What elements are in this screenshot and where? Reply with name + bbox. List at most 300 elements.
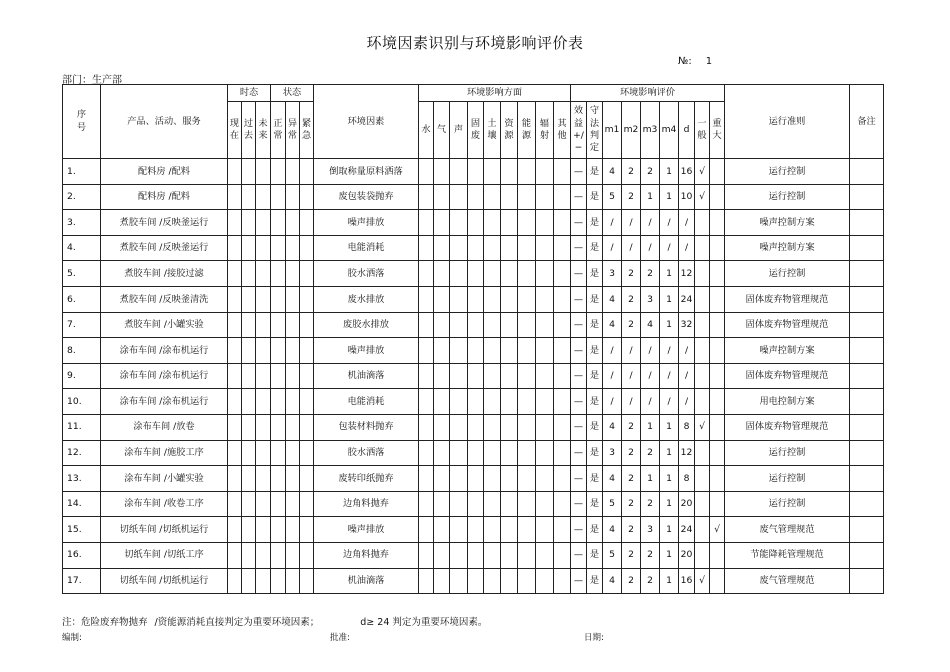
row-tense-state-cell: [256, 440, 271, 466]
row-benefit: —: [571, 210, 587, 236]
row-m2: 2: [622, 261, 641, 287]
row-m2: 2: [622, 312, 641, 338]
header-tense-now: 现在: [228, 102, 242, 159]
row-impact-cell: [484, 286, 501, 312]
row-general: [695, 312, 710, 338]
row-benefit: —: [571, 517, 587, 543]
row-number: 16.: [63, 542, 101, 568]
row-impact-cell: [501, 491, 518, 517]
row-impact-cell: [484, 466, 501, 492]
row-general: [695, 338, 710, 364]
row-m1: 5: [603, 542, 622, 568]
row-tense-state-cell: [242, 159, 256, 185]
row-m4: 1: [660, 286, 679, 312]
row-impact-cell: [434, 517, 450, 543]
table-row: [63, 363, 884, 389]
row-tense-state-cell: [242, 338, 256, 364]
row-impact-cell: [468, 159, 484, 185]
row-impact-cell: [434, 414, 450, 440]
row-tense-state-cell: [286, 414, 300, 440]
row-tense-state-cell: [271, 542, 286, 568]
row-tense-state-cell: [271, 466, 286, 492]
row-impact-cell: [419, 235, 434, 261]
row-tense-state-cell: [271, 261, 286, 287]
row-tense-state-cell: [228, 338, 242, 364]
row-impact-cell: [419, 414, 434, 440]
row-product: 切纸车间 /切纸机运行: [101, 568, 228, 594]
row-m3: /: [641, 338, 660, 364]
row-d: 16: [679, 159, 695, 185]
row-impact-cell: [554, 286, 571, 312]
row-m3: 2: [641, 159, 660, 185]
row-impact-cell: [450, 312, 468, 338]
row-impact-cell: [434, 286, 450, 312]
row-impact-cell: [554, 184, 571, 210]
table-row: [63, 414, 884, 440]
row-impact-cell: [434, 568, 450, 594]
row-impact-cell: [518, 440, 536, 466]
row-major: [710, 491, 725, 517]
row-impact-cell: [419, 389, 434, 415]
row-remark: [850, 491, 884, 517]
row-product: 煮胶车间 /反映釜运行: [101, 210, 228, 236]
row-impact-cell: [419, 210, 434, 236]
row-impact-cell: [419, 312, 434, 338]
row-d: 16: [679, 568, 695, 594]
row-impact-cell: [518, 261, 536, 287]
row-tense-state-cell: [286, 159, 300, 185]
row-m4: 1: [660, 312, 679, 338]
row-tense-state-cell: [242, 542, 256, 568]
row-tense-state-cell: [228, 286, 242, 312]
row-impact-cell: [518, 491, 536, 517]
row-benefit: —: [571, 440, 587, 466]
row-impact-cell: [450, 210, 468, 236]
row-impact-cell: [518, 210, 536, 236]
row-criteria: 运行控制: [725, 261, 850, 287]
row-m2: /: [622, 363, 641, 389]
row-impact-cell: [484, 542, 501, 568]
row-tense-state-cell: [286, 235, 300, 261]
row-tense-state-cell: [300, 235, 314, 261]
row-impact-cell: [536, 517, 554, 543]
row-legal: 是: [587, 440, 603, 466]
row-impact-cell: [450, 517, 468, 543]
row-impact-cell: [450, 389, 468, 415]
row-impact-cell: [501, 466, 518, 492]
row-m3: 2: [641, 542, 660, 568]
row-tense-state-cell: [228, 440, 242, 466]
header-legal: 守法判定: [587, 102, 603, 159]
row-legal: 是: [587, 414, 603, 440]
row-m2: 2: [622, 542, 641, 568]
row-m1: /: [603, 210, 622, 236]
row-impact-cell: [554, 517, 571, 543]
row-legal: 是: [587, 517, 603, 543]
row-number: 6.: [63, 286, 101, 312]
row-tense-state-cell: [300, 414, 314, 440]
row-benefit: —: [571, 542, 587, 568]
row-tense-state-cell: [242, 363, 256, 389]
row-impact-cell: [468, 414, 484, 440]
row-impact-cell: [501, 312, 518, 338]
row-tense-state-cell: [300, 440, 314, 466]
row-impact-cell: [450, 414, 468, 440]
row-m1: /: [603, 363, 622, 389]
row-m1: /: [603, 235, 622, 261]
header-tense-group: 时态: [228, 85, 271, 102]
footer-editor: 编制:: [62, 633, 82, 643]
row-impact-cell: [501, 261, 518, 287]
row-remark: [850, 466, 884, 492]
row-impact-cell: [434, 389, 450, 415]
row-impact-cell: [536, 286, 554, 312]
row-tense-state-cell: [242, 389, 256, 415]
row-general: [695, 517, 710, 543]
row-impact-cell: [484, 389, 501, 415]
row-criteria: 噪声控制方案: [725, 210, 850, 236]
row-impact-cell: [518, 338, 536, 364]
header-remark: 备注: [850, 85, 884, 159]
table-row: [63, 440, 884, 466]
row-m1: 4: [603, 414, 622, 440]
footnote-prefix: 注：危险废弃物抛弃: [62, 617, 148, 628]
row-criteria: 用电控制方案: [725, 389, 850, 415]
row-remark: [850, 568, 884, 594]
row-tense-state-cell: [228, 414, 242, 440]
header-d: d: [679, 102, 695, 159]
row-d: /: [679, 235, 695, 261]
row-tense-state-cell: [256, 568, 271, 594]
row-criteria: 运行控制: [725, 491, 850, 517]
row-impact-cell: [536, 338, 554, 364]
row-m3: 1: [641, 414, 660, 440]
row-benefit: —: [571, 235, 587, 261]
row-m1: 3: [603, 261, 622, 287]
row-m4: 1: [660, 440, 679, 466]
row-m4: /: [660, 389, 679, 415]
row-m4: /: [660, 235, 679, 261]
row-benefit: —: [571, 568, 587, 594]
row-tense-state-cell: [271, 235, 286, 261]
row-factor: 噪声排放: [314, 210, 419, 236]
row-tense-state-cell: [300, 466, 314, 492]
row-product: 配料房 /配料: [101, 184, 228, 210]
row-tense-state-cell: [256, 210, 271, 236]
row-m1: 3: [603, 440, 622, 466]
row-tense-state-cell: [271, 286, 286, 312]
row-m3: 4: [641, 312, 660, 338]
row-major: [710, 568, 725, 594]
row-impact-cell: [450, 491, 468, 517]
row-general: [695, 466, 710, 492]
row-impact-cell: [501, 542, 518, 568]
row-impact-cell: [501, 159, 518, 185]
row-tense-state-cell: [256, 261, 271, 287]
row-impact-cell: [554, 466, 571, 492]
row-impact-cell: [468, 389, 484, 415]
row-number: 8.: [63, 338, 101, 364]
row-tense-state-cell: [256, 338, 271, 364]
row-impact-cell: [536, 389, 554, 415]
row-general: [695, 210, 710, 236]
row-tense-state-cell: [256, 286, 271, 312]
row-criteria: 噪声控制方案: [725, 338, 850, 364]
row-m3: 2: [641, 568, 660, 594]
row-impact-cell: [501, 235, 518, 261]
row-impact-cell: [518, 312, 536, 338]
row-legal: 是: [587, 286, 603, 312]
row-tense-state-cell: [242, 261, 256, 287]
row-tense-state-cell: [271, 414, 286, 440]
row-m4: 1: [660, 414, 679, 440]
row-product: 煮胶车间 /反映釜运行: [101, 235, 228, 261]
row-number: 14.: [63, 491, 101, 517]
row-tense-state-cell: [286, 363, 300, 389]
row-impact-cell: [419, 568, 434, 594]
row-number: 17.: [63, 568, 101, 594]
row-tense-state-cell: [300, 338, 314, 364]
row-remark: [850, 235, 884, 261]
row-d: 8: [679, 466, 695, 492]
row-m4: 1: [660, 184, 679, 210]
row-tense-state-cell: [228, 261, 242, 287]
row-tense-state-cell: [242, 210, 256, 236]
row-number: 15.: [63, 517, 101, 543]
row-number: 10.: [63, 389, 101, 415]
row-impact-cell: [419, 491, 434, 517]
row-impact-cell: [554, 542, 571, 568]
table-row: [63, 184, 884, 210]
row-tense-state-cell: [256, 414, 271, 440]
row-major: [710, 184, 725, 210]
row-product: 配料房 /配料: [101, 159, 228, 185]
row-m3: 3: [641, 286, 660, 312]
row-m1: 4: [603, 312, 622, 338]
row-tense-state-cell: [228, 542, 242, 568]
evaluation-table: [62, 84, 884, 594]
row-m3: 2: [641, 440, 660, 466]
row-tense-state-cell: [286, 312, 300, 338]
table-row: [63, 389, 884, 415]
row-criteria: 固体废弃物管理规范: [725, 286, 850, 312]
row-tense-state-cell: [286, 286, 300, 312]
row-remark: [850, 542, 884, 568]
row-remark: [850, 389, 884, 415]
row-impact-cell: [468, 363, 484, 389]
row-impact-cell: [518, 389, 536, 415]
row-m2: /: [622, 338, 641, 364]
row-m1: 4: [603, 568, 622, 594]
row-general: [695, 235, 710, 261]
header-impact-energy: 能源: [518, 102, 536, 159]
row-m2: 2: [622, 568, 641, 594]
row-product: 涂布车间 /涂布机运行: [101, 389, 228, 415]
row-benefit: —: [571, 491, 587, 517]
row-criteria: 运行控制: [725, 159, 850, 185]
row-d: 10: [679, 184, 695, 210]
row-impact-cell: [434, 312, 450, 338]
header-tense-past: 过去: [242, 102, 256, 159]
header-impact-other: 其他: [554, 102, 571, 159]
row-legal: 是: [587, 338, 603, 364]
row-impact-cell: [554, 312, 571, 338]
row-remark: [850, 440, 884, 466]
row-impact-cell: [536, 491, 554, 517]
row-number: 12.: [63, 440, 101, 466]
row-tense-state-cell: [242, 414, 256, 440]
row-m1: 4: [603, 159, 622, 185]
header-state-emergency: 紧急: [300, 102, 314, 159]
row-product: 煮胶车间 /接胶过滤: [101, 261, 228, 287]
row-major: [710, 235, 725, 261]
row-tense-state-cell: [242, 312, 256, 338]
row-legal: 是: [587, 235, 603, 261]
row-m4: 1: [660, 466, 679, 492]
row-impact-cell: [434, 210, 450, 236]
row-general: √: [695, 568, 710, 594]
row-tense-state-cell: [300, 491, 314, 517]
row-impact-cell: [468, 184, 484, 210]
row-impact-cell: [450, 261, 468, 287]
row-impact-cell: [434, 542, 450, 568]
row-impact-cell: [450, 542, 468, 568]
row-tense-state-cell: [286, 389, 300, 415]
row-impact-cell: [518, 542, 536, 568]
row-m1: /: [603, 338, 622, 364]
row-legal: 是: [587, 389, 603, 415]
row-impact-cell: [554, 389, 571, 415]
row-d: 12: [679, 440, 695, 466]
row-impact-cell: [554, 491, 571, 517]
row-criteria: 固体废弃物管理规范: [725, 414, 850, 440]
table-row: [63, 568, 884, 594]
row-impact-cell: [501, 210, 518, 236]
row-m2: 2: [622, 286, 641, 312]
row-impact-cell: [484, 568, 501, 594]
row-impact-cell: [518, 286, 536, 312]
row-impact-cell: [518, 414, 536, 440]
row-m3: 1: [641, 184, 660, 210]
row-general: [695, 261, 710, 287]
row-m4: 1: [660, 261, 679, 287]
row-d: 12: [679, 261, 695, 287]
row-tense-state-cell: [256, 517, 271, 543]
row-impact-cell: [468, 466, 484, 492]
row-remark: [850, 517, 884, 543]
row-d: 20: [679, 491, 695, 517]
row-legal: 是: [587, 210, 603, 236]
row-impact-cell: [468, 312, 484, 338]
row-tense-state-cell: [228, 235, 242, 261]
row-criteria: 运行控制: [725, 466, 850, 492]
row-tense-state-cell: [286, 466, 300, 492]
row-impact-cell: [518, 466, 536, 492]
row-m2: /: [622, 235, 641, 261]
row-tense-state-cell: [242, 184, 256, 210]
row-impact-cell: [468, 261, 484, 287]
row-tense-state-cell: [300, 542, 314, 568]
row-impact-cell: [484, 338, 501, 364]
row-tense-state-cell: [300, 568, 314, 594]
row-m1: 4: [603, 517, 622, 543]
row-major: [710, 286, 725, 312]
row-legal: 是: [587, 491, 603, 517]
row-tense-state-cell: [300, 210, 314, 236]
row-benefit: —: [571, 159, 587, 185]
row-tense-state-cell: [256, 389, 271, 415]
row-impact-cell: [518, 159, 536, 185]
row-impact-cell: [419, 184, 434, 210]
row-m3: /: [641, 389, 660, 415]
header-impact-group: 环境影响方面: [419, 85, 571, 102]
row-remark: [850, 210, 884, 236]
row-legal: 是: [587, 542, 603, 568]
row-legal: 是: [587, 568, 603, 594]
row-impact-cell: [450, 363, 468, 389]
row-impact-cell: [419, 286, 434, 312]
header-state-group: 状态: [271, 85, 314, 102]
row-impact-cell: [484, 312, 501, 338]
row-impact-cell: [468, 568, 484, 594]
row-impact-cell: [419, 517, 434, 543]
row-tense-state-cell: [286, 210, 300, 236]
row-impact-cell: [518, 363, 536, 389]
row-impact-cell: [434, 491, 450, 517]
row-impact-cell: [536, 159, 554, 185]
row-m3: 2: [641, 491, 660, 517]
row-tense-state-cell: [286, 338, 300, 364]
row-tense-state-cell: [286, 440, 300, 466]
row-d: /: [679, 338, 695, 364]
row-impact-cell: [554, 235, 571, 261]
header-impact-noise: 声: [450, 102, 468, 159]
row-tense-state-cell: [228, 466, 242, 492]
row-impact-cell: [450, 338, 468, 364]
row-product: 切纸车间 /切纸工序: [101, 542, 228, 568]
row-impact-cell: [536, 568, 554, 594]
row-general: [695, 542, 710, 568]
row-m3: 1: [641, 466, 660, 492]
header-impact-radiation: 辐射: [536, 102, 554, 159]
header-impact-resource: 资源: [501, 102, 518, 159]
row-impact-cell: [419, 466, 434, 492]
row-legal: 是: [587, 312, 603, 338]
row-tense-state-cell: [271, 338, 286, 364]
row-impact-cell: [419, 159, 434, 185]
header-impact-solid-waste: 固废: [468, 102, 484, 159]
row-impact-cell: [484, 363, 501, 389]
row-general: [695, 363, 710, 389]
row-impact-cell: [536, 312, 554, 338]
row-factor: 废包装袋抛弃: [314, 184, 419, 210]
row-tense-state-cell: [228, 491, 242, 517]
row-legal: 是: [587, 466, 603, 492]
header-state-abnormal: 异常: [286, 102, 300, 159]
row-tense-state-cell: [228, 159, 242, 185]
doc-number-value: 1: [705, 56, 713, 67]
row-impact-cell: [450, 235, 468, 261]
row-impact-cell: [468, 491, 484, 517]
row-tense-state-cell: [271, 568, 286, 594]
row-impact-cell: [536, 363, 554, 389]
row-m4: /: [660, 363, 679, 389]
row-tense-state-cell: [300, 159, 314, 185]
row-impact-cell: [419, 363, 434, 389]
row-benefit: —: [571, 466, 587, 492]
header-eval-group: 环境影响评价: [571, 85, 725, 102]
row-d: 24: [679, 286, 695, 312]
